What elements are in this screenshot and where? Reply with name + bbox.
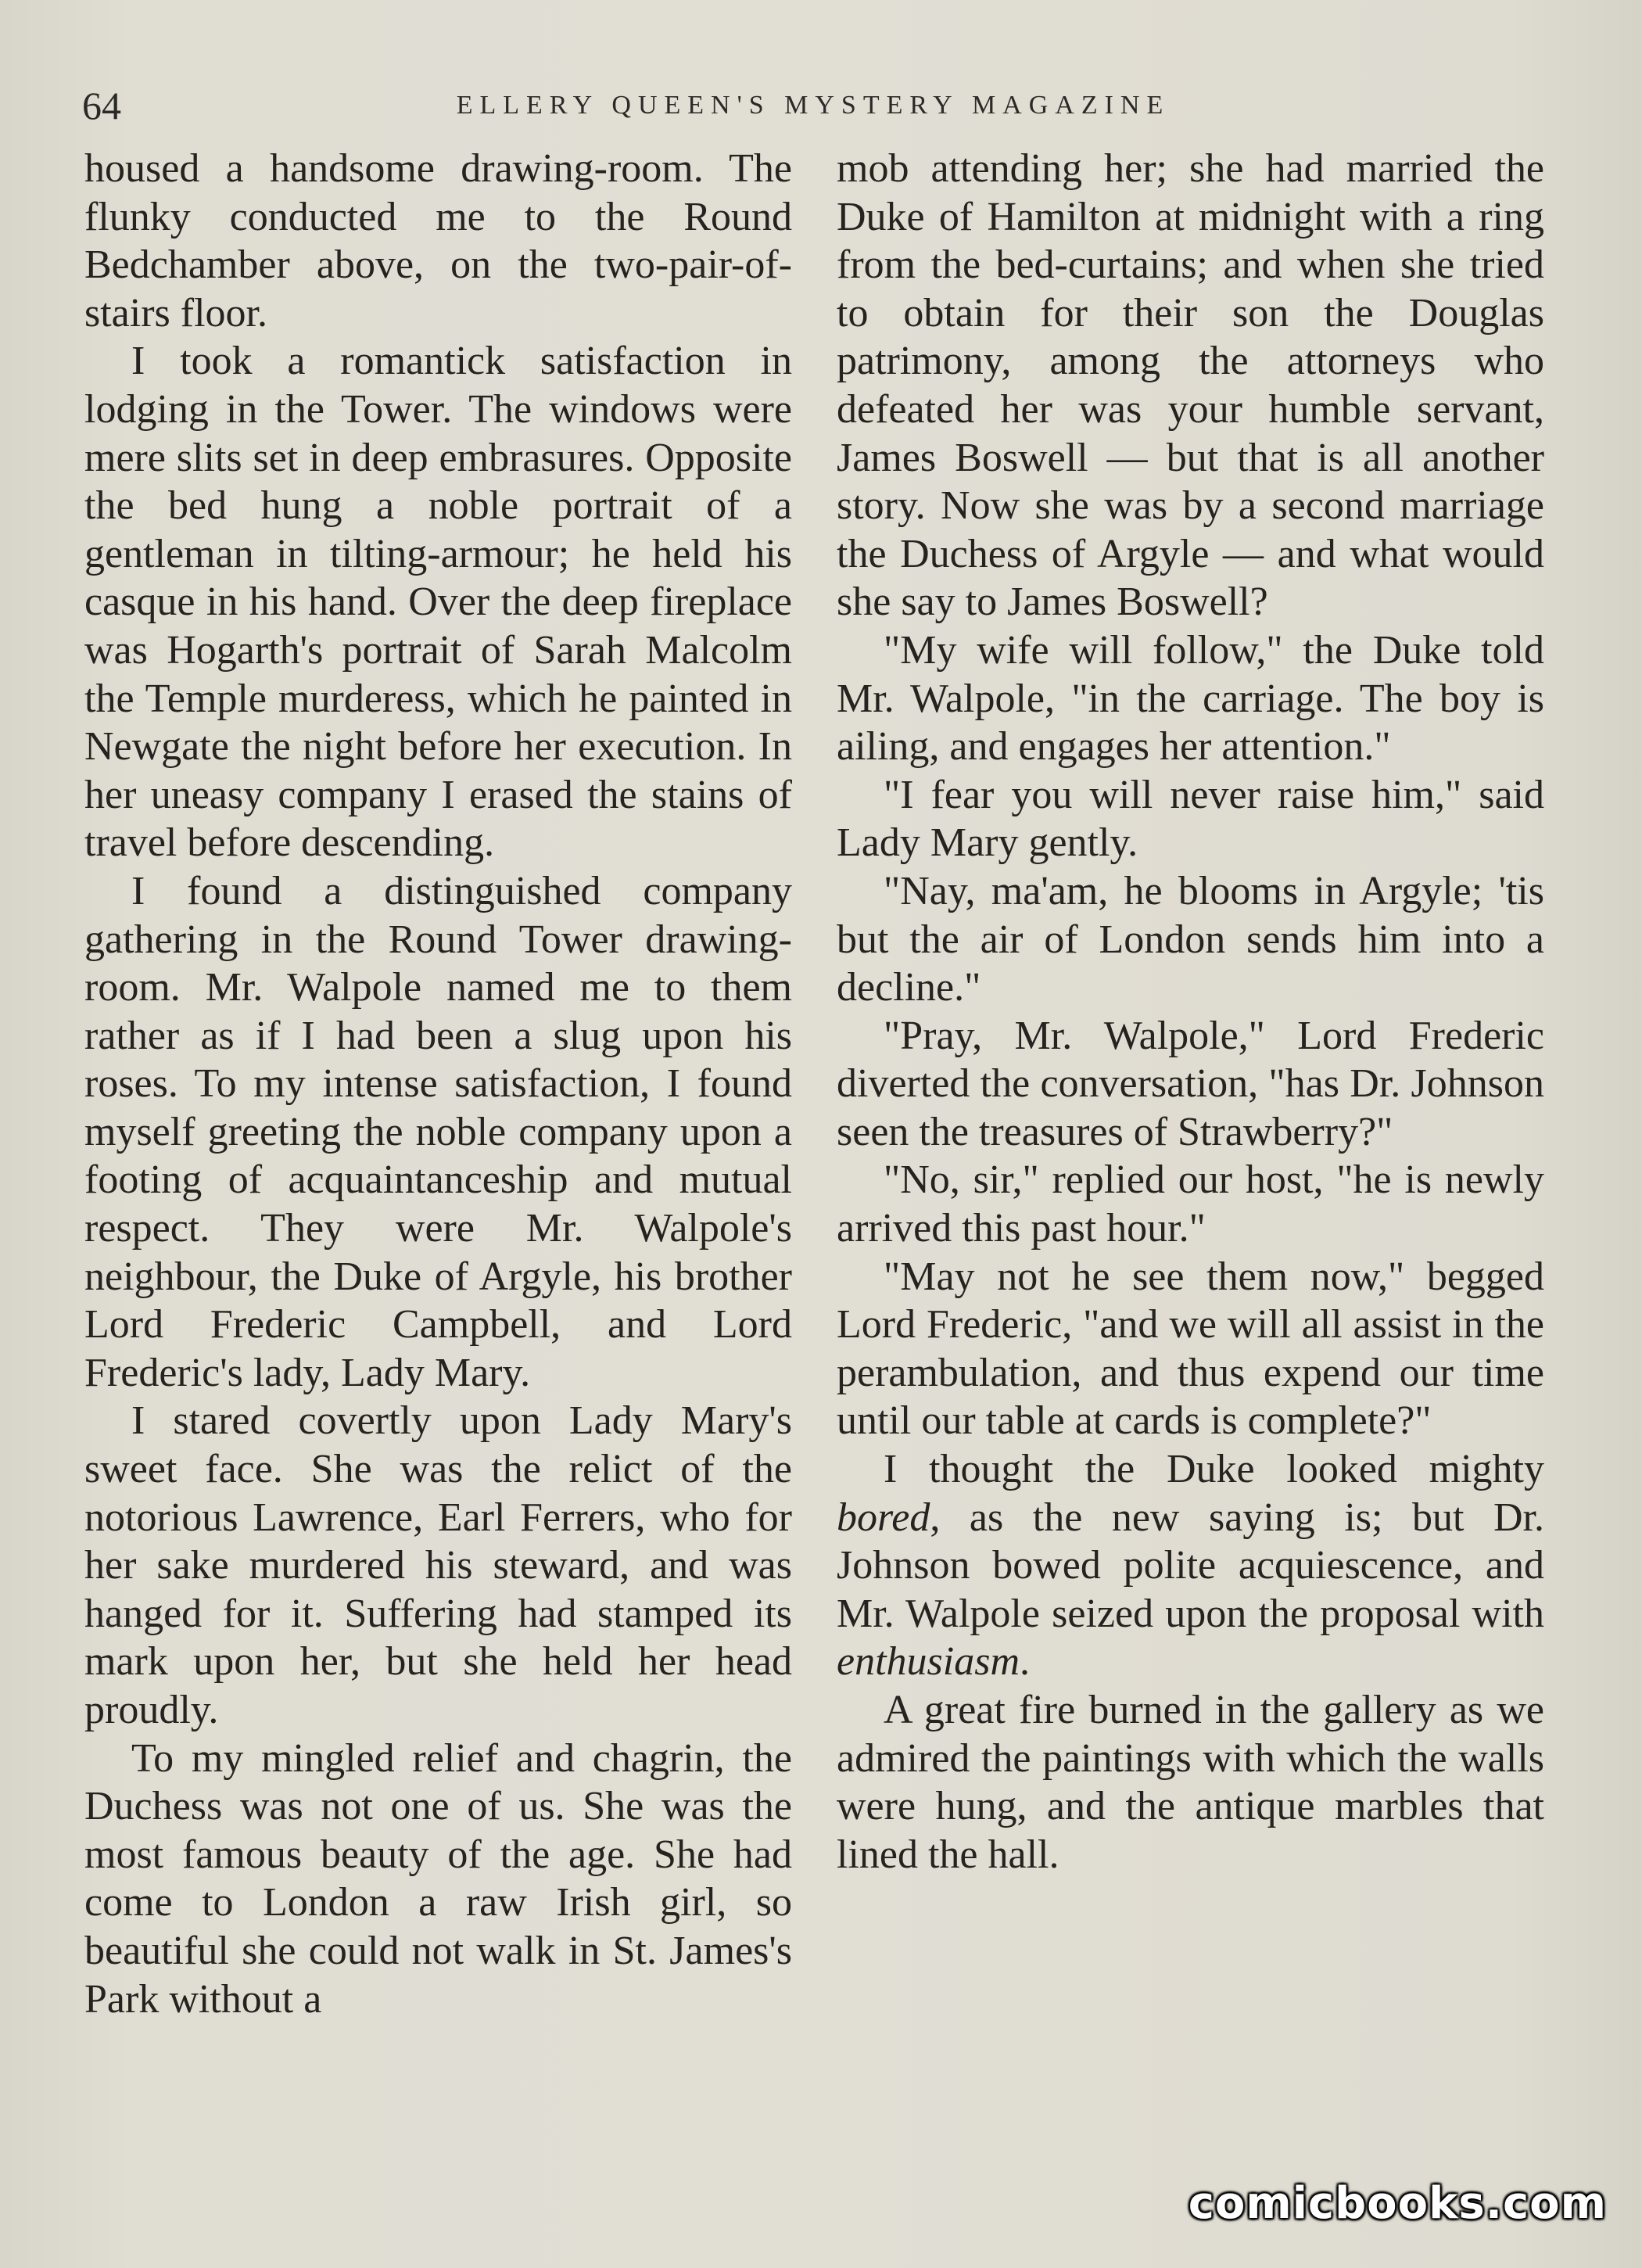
paragraph: I found a distinguished company gathering in the Round Tower drawing-room. Mr. Walpole named me to them rather as if I had been a slug upon his roses. To my intense satisfaction, I found myself greeting the noble company upon a footing of acquaintanceship and mutual respect. They were Mr. Walpole's neighbour, the Duke of Argyle, his brother Lord Frederic Campbell, and Lord Frederic's lady, Lady Mary. [84, 868, 792, 1395]
italic-word: enthusiasm [837, 1639, 1020, 1685]
paragraph: To my mingled relief and chagrin, the Duchess was not one of us. She was the most famous beauty of the age. She had come to London a raw Irish girl, so beautiful she could not walk in St. James's Park without a [84, 1735, 792, 2022]
paragraph: A great fire burned in the gallery as we admired the paintings with which the walls were hung, and the antique marbles that lined the hall. [837, 1688, 1544, 1877]
paragraph: "Pray, Mr. Walpole," Lord Frederic diverted the conversation, "has Dr. Johnson seen the treasures of Strawberry?" [837, 1013, 1544, 1154]
text-run: I thought the Duke looked mighty [884, 1447, 1544, 1492]
running-head: ELLERY QUEEN'S MYSTERY MAGAZINE [456, 91, 1171, 120]
paragraph: I took a romantick satisfaction in lodging in the Tower. The windows were mere slits set in deep embrasures. Opposite the bed hung a noble portrait of a gentleman in tilting-armour; he held his casque in his hand. Over the deep fireplace was Hogarth's portrait of Sarah Malcolm the Temple murderess, which he painted in Newgate the night before her execution. In her uneasy company I erased the stains of travel before descending. [84, 339, 792, 866]
right-column [837, 145, 1544, 1879]
left-column [84, 145, 792, 2023]
paragraph [837, 1445, 1544, 1686]
paragraph: "I fear you will never raise him," said Lady Mary gently. [837, 772, 1544, 866]
text-run: , as the new saying is; but Dr. Johnson bowed polite acquiescence, and Mr. Walpole seized upon the proposal with [837, 1495, 1544, 1636]
paragraph: I stared covertly upon Lady Mary's sweet face. She was the relict of the notorious Lawrence, Earl Ferrers, who for her sake murdered his steward, and was hanged for it. Suffering had stamped its mark upon her, but she held her head proudly. [84, 1398, 792, 1732]
italic-word: bored [837, 1495, 930, 1540]
paragraph: housed a handsome drawing-room. The flunky conducted me to the Round Bedchamber above, on the two-pair-of-stairs floor. [84, 146, 792, 336]
paragraph: "My wife will follow," the Duke told Mr. Walpole, "in the carriage. The boy is ailing, and engages her attention." [837, 627, 1544, 770]
text-run: . [1020, 1639, 1030, 1685]
paragraph: "Nay, ma'am, he blooms in Argyle; 'tis but the air of London sends him into a decline." [837, 868, 1544, 1010]
watermark: comicbooks.com [1188, 2178, 1607, 2229]
page-header [82, 78, 1544, 133]
page-number: 64 [82, 84, 121, 127]
paragraph: "May not he see them now," begged Lord Frederic, "and we will all assist in the perambulation, and thus expend our time until our table at cards is complete?" [837, 1254, 1544, 1444]
paragraph: mob attending her; she had married the Duke of Hamilton at midnight with a ring from the bed-curtains; and when she tried to obtain for their son the Douglas patrimony, among the attorneys who defeated her was your humble servant, James Boswell — but that is all another story. Now she was by a second marriage the Duchess of Argyle — and what would she say to James Boswell? [837, 146, 1544, 625]
paragraph: "No, sir," replied our host, "he is newly arrived this past hour." [837, 1157, 1544, 1251]
